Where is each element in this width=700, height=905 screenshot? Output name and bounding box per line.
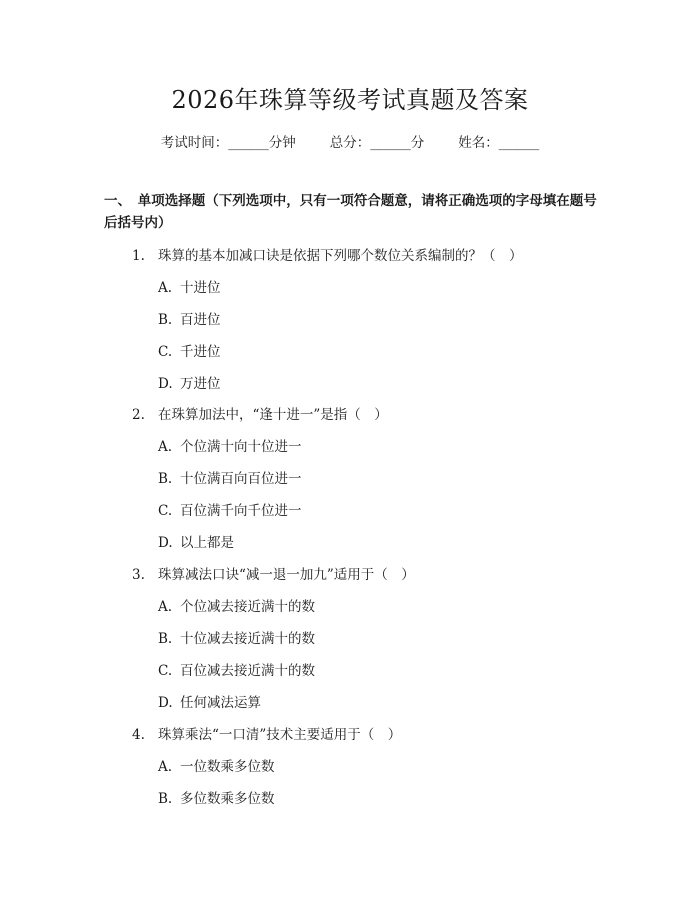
question-text: 在珠算加法中，“逢十进一”是指（ ） (158, 407, 388, 423)
question-text: 珠算减法口诀“减一退一加九”适用于（ ） (158, 567, 415, 583)
option-text: 百进位 (180, 312, 221, 328)
question-text: 珠算乘法“一口清”技术主要适用于（ ） (158, 727, 402, 743)
option-text: 多位数乘多位数 (180, 791, 275, 807)
question-4-option-a (158, 755, 275, 775)
question-number: 4. (132, 727, 145, 743)
question-2-option-d (158, 531, 234, 551)
page-title: 2026年珠算等级考试真题及答案 (171, 86, 529, 114)
option-letter: B. (158, 312, 173, 328)
option-text: 十位满百向百位进一 (180, 471, 302, 487)
option-letter: A. (158, 280, 173, 296)
option-text: 个位减去接近满十的数 (180, 599, 315, 615)
question-3-option-a (158, 595, 315, 615)
option-text: 十位减去接近满十的数 (180, 631, 315, 647)
question-number: 2. (132, 407, 145, 423)
question-1-option-c (158, 340, 221, 360)
question-number: 1. (132, 248, 145, 264)
option-text: 一位数乘多位数 (180, 759, 275, 775)
question-4-option-b (158, 787, 275, 807)
question-3-option-c (158, 659, 315, 679)
option-text: 千进位 (180, 344, 221, 360)
option-letter: A. (158, 439, 173, 455)
option-letter: D. (158, 535, 173, 551)
option-letter: B. (158, 791, 173, 807)
section-heading: 一、 单项选择题（下列选项中，只有一项符合题意，请将正确选项的字母填在题号后括号内） (104, 193, 597, 231)
option-letter: C. (158, 503, 173, 519)
question-3 (132, 563, 415, 583)
option-text: 万进位 (180, 376, 221, 392)
option-text: 十进位 (180, 280, 221, 296)
question-text: 珠算的基本加减口诀是依据下列哪个数位关系编制的？（ ） (158, 248, 523, 264)
total-score-field: 总分：______分 (329, 135, 425, 151)
option-text: 百位满千向千位进一 (180, 503, 302, 519)
student-name-field: 姓名：______ (458, 135, 540, 151)
option-text: 任何减法运算 (180, 695, 261, 711)
option-letter: D. (158, 376, 173, 392)
question-1 (132, 244, 523, 264)
question-2-option-c (158, 499, 302, 519)
exam-time-field: 考试时间：______分钟 (160, 135, 296, 151)
option-text: 百位减去接近满十的数 (180, 663, 315, 679)
option-text: 个位满十向十位进一 (180, 439, 302, 455)
question-2-option-b (158, 467, 302, 487)
option-letter: A. (158, 599, 173, 615)
option-letter: B. (158, 471, 173, 487)
option-text: 以上都是 (180, 535, 234, 551)
question-3-option-d (158, 691, 261, 711)
question-number: 3. (132, 567, 145, 583)
option-letter: A. (158, 759, 173, 775)
option-letter: B. (158, 631, 173, 647)
exam-info-line (0, 131, 700, 151)
question-4 (132, 723, 401, 743)
option-letter: D. (158, 695, 173, 711)
option-letter: C. (158, 344, 173, 360)
question-1-option-a (158, 276, 221, 296)
question-1-option-b (158, 308, 221, 328)
question-3-option-b (158, 627, 315, 647)
option-letter: C. (158, 663, 173, 679)
question-2-option-a (158, 435, 302, 455)
question-2 (132, 403, 388, 423)
question-1-option-d (158, 372, 221, 392)
